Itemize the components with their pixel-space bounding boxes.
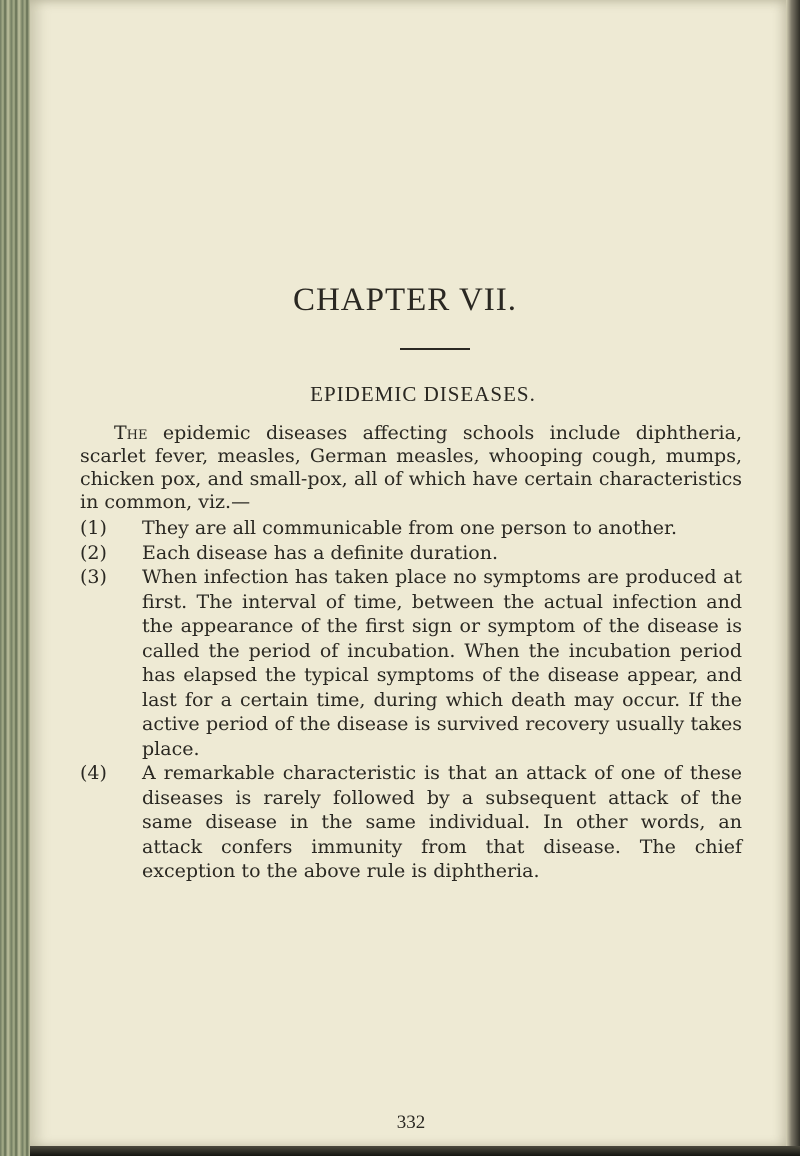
list-item-number: (3) [80, 566, 107, 588]
intro-lead-word: The [114, 422, 148, 444]
list-item-text: When infection has taken place no symptoms are produced at first. The interval of time, between the actual infection and the appearance of the first sign or symptom of the disease is called the period of incubation. When the incubation period has elapsed the typical symptoms of the disease appear, and last for a certain time, during which death may occur. If the active period of the disease is survived recovery usually takes place. [142, 566, 742, 760]
list-item [80, 516, 742, 541]
list-item [80, 761, 742, 884]
intro-text: epidemic diseases affecting schools include diphtheria, scarlet fever, measles, German measles, whooping cough, mumps, chicken pox, and small-pox, all of which have certain characteristics in common, viz.— [80, 422, 742, 513]
page-content [80, 280, 742, 1133]
section-title: EPIDEMIC DISEASES. [310, 382, 536, 406]
characteristics-list [80, 516, 742, 884]
page-right-edge [786, 0, 800, 1156]
list-item-text: Each disease has a definite duration. [142, 541, 498, 564]
heading-rule [400, 348, 470, 350]
list-item-number: (2) [80, 541, 107, 564]
page-bottom-edge [30, 1146, 800, 1156]
chapter-heading: CHAPTER VII. [292, 282, 518, 318]
intro-paragraph [80, 422, 742, 514]
list-item [80, 541, 742, 566]
book-binding-edge [0, 0, 34, 1156]
list-item-number: (1) [80, 517, 107, 539]
list-item-number: (4) [80, 762, 107, 784]
list-item-text: A remarkable characteristic is that an attack of one of these diseases is rarely followed by a subsequent attack of the same disease in the same individual. In other words, an attack confers immunity from that disease. The chief exception to the above rule is diphtheria. [142, 762, 742, 882]
list-item-text: They are all communicable from one person to another. [142, 517, 678, 539]
page-number: 332 [396, 1112, 426, 1133]
book-page [30, 0, 788, 1148]
list-item [80, 565, 742, 761]
